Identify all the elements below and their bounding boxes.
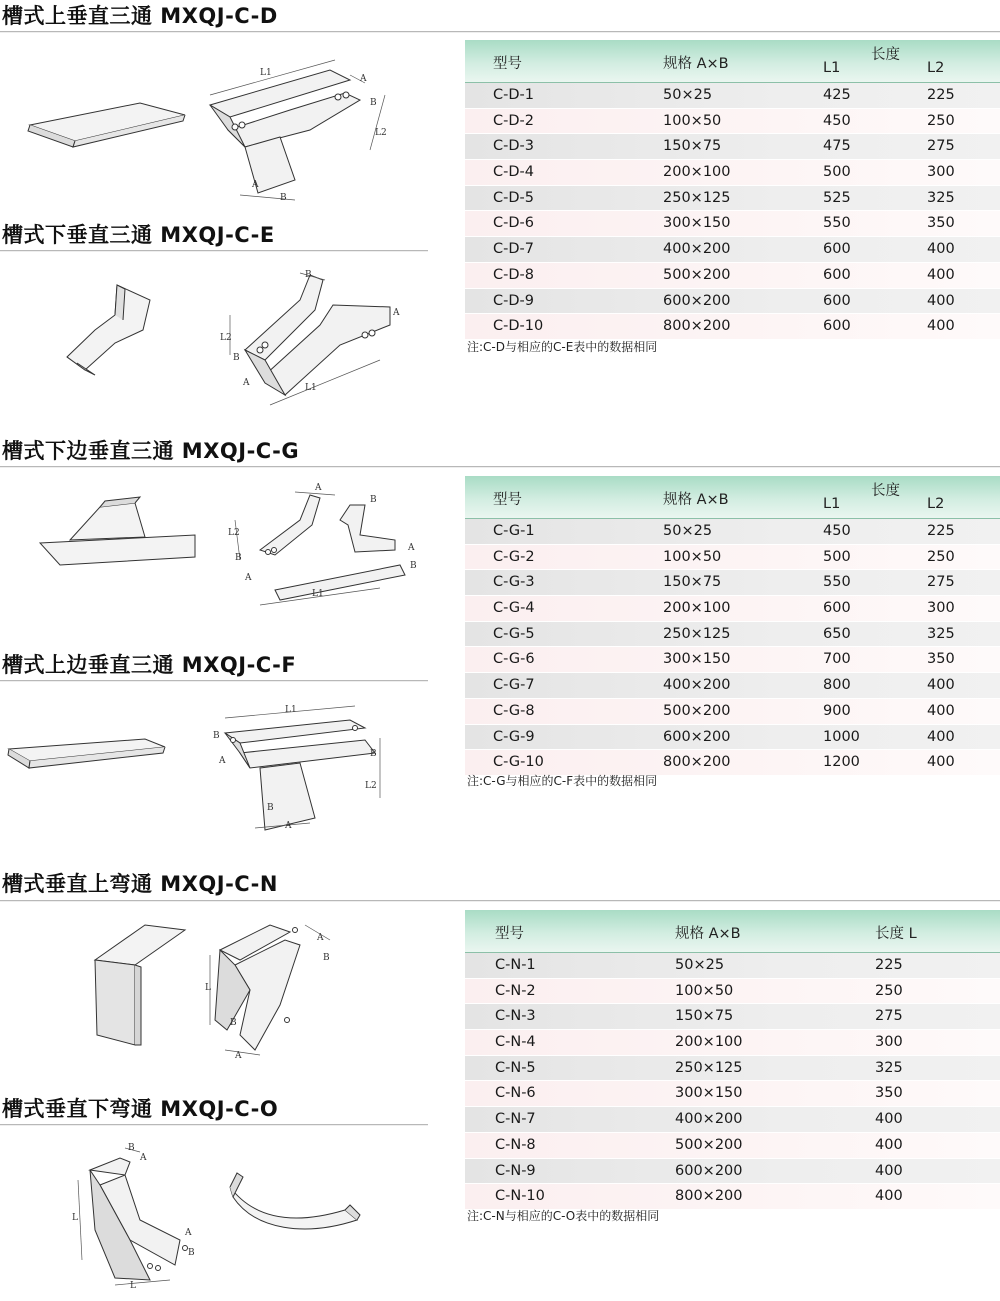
dim-label-a: A [219,756,226,766]
table-row [465,725,1000,751]
table-cell: 250×125 [663,625,731,642]
table-cell: 800 [823,677,851,694]
table-cell: 300×150 [675,1085,743,1102]
table-note-cn: 注:C-N与相应的C-O表中的数据相同 [467,1209,660,1223]
table-row [465,289,1000,315]
table-cell: 400 [927,677,955,694]
table-row [465,570,1000,596]
dim-label-l2: L2 [220,333,232,343]
table-cell: 475 [823,138,851,155]
vertical-up-bend-drawing [205,910,355,1060]
table-row [465,186,1000,212]
table-row [465,1030,1000,1056]
table-cell: 350 [875,1085,903,1102]
dim-label-b: B [233,353,240,363]
table-cell: C-D-1 [493,87,534,103]
table-cell: 200×100 [663,600,731,617]
table-row [465,545,1000,571]
table-cell: 600 [823,318,851,335]
table-row [465,1056,1000,1082]
table-cell: C-G-5 [493,625,535,642]
table-note-cg: 注:C-G与相应的C-F表中的数据相同 [467,774,658,788]
dim-label-a: A [252,180,259,190]
table-row [465,237,1000,263]
table-cell: 275 [927,138,955,155]
table-cell: 800×200 [663,318,731,335]
table-cell: C-G-2 [493,548,535,565]
dim-label-b: B [128,1143,135,1153]
table-cell: C-N-6 [495,1085,536,1102]
table-cell: C-D-4 [493,164,534,181]
table-cell: 150×75 [675,1008,734,1025]
dim-label-b: B [235,553,242,563]
table-row [465,1107,1000,1133]
table-cell: C-D-8 [493,266,534,283]
table-cell: C-D-5 [493,189,534,206]
dim-label-a: A [235,1051,242,1061]
table-cell: 525 [823,189,851,206]
vertical-down-bend-drawing [70,1140,210,1290]
table-cell: 275 [875,1008,903,1025]
table-row [465,1159,1000,1185]
table-cell: 250 [927,548,955,565]
table-cell: C-N-4 [495,1034,536,1051]
section-divider [0,31,1000,33]
table-row [465,979,1000,1005]
table-cell: C-G-1 [493,523,535,539]
table-cell: 600 [823,241,851,258]
table-cell: 300 [927,164,955,181]
dim-label-b: B [370,749,377,759]
table-cell: C-N-5 [495,1059,536,1076]
table-cell: 500×200 [675,1136,743,1153]
dim-label-l2: L2 [365,781,377,791]
table-row [465,263,1000,289]
table-cell: 550 [823,574,851,591]
table-row [465,1133,1000,1159]
table-cell: 900 [823,702,851,719]
table-cell: C-N-10 [495,1188,545,1205]
table-cell: 200×100 [675,1034,743,1051]
dim-label-b: B [280,193,287,203]
dim-label-l: L [205,983,211,993]
table-cell: 225 [927,523,955,539]
dim-label-a: A [185,1228,192,1238]
table-cell: 700 [823,651,851,668]
table-cell: 300×150 [663,215,731,232]
tee-down-vertical-drawing [205,265,415,415]
table-cell: 650 [823,625,851,642]
table-cell: 600×200 [663,728,731,745]
tee-up-vertical-drawing [200,55,410,205]
col-model: 型号 [493,492,522,508]
table-cell: 800×200 [675,1188,743,1205]
table-cell: 400 [927,318,955,335]
table-cell: 325 [875,1059,903,1076]
table-cell: 325 [927,625,955,642]
table-cell: C-N-9 [495,1162,536,1179]
table-note-cd: 注:C-D与相应的C-E表中的数据相同 [467,340,658,354]
col-l2: L2 [927,60,945,76]
table-cell: 400 [927,702,955,719]
table-row [465,953,1000,979]
table-cell: 600×200 [663,292,731,309]
table-cell: 250×125 [675,1059,743,1076]
table-cell: 450 [823,523,851,539]
table-cell: 400 [927,754,955,771]
table-cell: 400 [927,292,955,309]
dim-label-l1: L1 [260,68,272,78]
table-cell: C-N-1 [495,957,536,973]
section-title-cf: 槽式上边垂直三通 MXQJ-C-F [2,653,297,677]
table-cell: 400 [875,1136,903,1153]
table-cell: 325 [927,189,955,206]
table-cell: 400 [875,1162,903,1179]
table-cell: 400×200 [663,677,731,694]
dim-label-l2: L2 [228,528,240,538]
table-row [465,1004,1000,1030]
vertical-down-bend-illustration [225,1165,365,1240]
section-title-cd: 槽式上垂直三通 MXQJ-C-D [2,4,278,28]
col-length-l: 长度 L [875,926,917,942]
table-cell: 250 [927,112,955,129]
col-l2: L2 [927,496,945,512]
section-title-cg: 槽式下边垂直三通 MXQJ-C-G [2,439,300,463]
spec-table-cg [465,476,1000,776]
table-cell: 50×25 [663,523,713,539]
table-cell: 500×200 [663,266,731,283]
dim-label-a: A [317,933,324,943]
table-cell: 50×25 [675,957,725,973]
dim-label-b: B [213,731,220,741]
table-cell: 400×200 [663,241,731,258]
table-cell: 400 [875,1111,903,1128]
table-row [465,134,1000,160]
dim-label-l2: L2 [375,128,387,138]
table-cell: 400 [927,241,955,258]
cover-plate-illustration [20,95,190,165]
table-cell: 1200 [823,754,860,771]
dim-label-b: B [370,495,377,505]
table-cell: 350 [927,215,955,232]
dim-label-a: A [360,74,367,84]
table-cell: C-D-10 [493,318,544,335]
table-cell: C-D-2 [493,112,534,129]
table-row [465,647,1000,673]
table-cell: 275 [927,574,955,591]
table-cell: C-N-3 [495,1008,536,1025]
dim-label-b: B [188,1248,195,1258]
dim-label-b: B [230,1018,237,1028]
section-title-cn: 槽式垂直上弯通 MXQJ-C-N [2,872,278,896]
tee-up-side-drawing [205,698,415,848]
table-cell: 550 [823,215,851,232]
dim-label-l1: L1 [312,589,324,599]
section-divider [0,250,428,252]
section-divider [0,466,1000,468]
table-row [465,109,1000,135]
dim-label-a: A [393,308,400,318]
table-cell: 800×200 [663,754,731,771]
table-cell: 200×100 [663,164,731,181]
dim-label-a: A [245,573,252,583]
table-cell: 500 [823,164,851,181]
table-cell: 300 [927,600,955,617]
tee-down-small-illustration [55,275,165,385]
dim-label-b: B [305,270,312,280]
table-cell: 100×50 [663,112,722,129]
spec-table-cd [465,40,1000,340]
table-cell: C-N-8 [495,1136,536,1153]
dim-label-l1: L1 [305,383,317,393]
table-cell: C-D-3 [493,138,534,155]
table-header [465,40,1000,83]
table-row [465,596,1000,622]
table-cell: 150×75 [663,574,722,591]
dim-label-b: B [323,953,330,963]
table-row [465,699,1000,725]
table-cell: 600 [823,600,851,617]
table-cell: 350 [927,651,955,668]
dim-label-b: B [267,803,274,813]
table-row [465,622,1000,648]
tee-down-side-drawing [220,480,430,610]
col-spec: 规格 A×B [663,492,729,508]
dim-label-l: L [130,1281,136,1291]
dim-label-a: A [243,378,250,388]
col-length: 长度 [871,483,900,499]
table-cell: 100×50 [663,548,722,565]
dim-label-b: B [370,98,377,108]
table-cell: 450 [823,112,851,129]
dim-label-l1: L1 [285,705,297,715]
table-cell: 100×50 [675,982,734,999]
section-title-ce: 槽式下垂直三通 MXQJ-C-E [2,223,275,247]
dim-label-a: A [315,483,322,493]
table-cell: 250 [875,982,903,999]
table-cell: 50×25 [663,87,713,103]
table-cell: C-G-3 [493,574,535,591]
table-cell: 225 [927,87,955,103]
table-row [465,519,1000,545]
table-cell: 300×150 [663,651,731,668]
table-row [465,211,1000,237]
col-spec: 规格 A×B [663,56,729,72]
table-cell: C-G-4 [493,600,535,617]
table-cell: C-N-2 [495,982,536,999]
table-cell: C-G-9 [493,728,535,745]
section-divider [0,1124,428,1126]
table-cell: 1000 [823,728,860,745]
table-cell: C-N-7 [495,1111,536,1128]
dim-label-a: A [285,821,292,831]
table-header [465,910,1000,953]
cover-plate-illustration [5,735,170,785]
col-l1: L1 [823,496,841,512]
table-cell: 250×125 [663,189,731,206]
table-cell: 400 [927,266,955,283]
table-cell: C-D-6 [493,215,534,232]
table-header [465,476,1000,519]
section-divider [0,680,428,682]
table-row [465,160,1000,186]
table-cell: 600×200 [675,1162,743,1179]
table-cell: C-G-7 [493,677,535,694]
table-cell: 425 [823,87,851,103]
spec-table-cn [465,910,1000,1210]
table-cell: 150×75 [663,138,722,155]
section-title-co: 槽式垂直下弯通 MXQJ-C-O [2,1097,279,1121]
col-spec: 规格 A×B [675,926,741,942]
table-cell: C-D-9 [493,292,534,309]
dim-label-a: A [408,543,415,553]
table-cell: 400×200 [675,1111,743,1128]
table-cell: C-D-7 [493,241,534,258]
table-cell: 500×200 [663,702,731,719]
table-cell: C-G-8 [493,702,535,719]
table-cell: C-G-6 [493,651,535,668]
table-row [465,83,1000,109]
table-cell: 400 [927,728,955,745]
table-cell: 300 [875,1034,903,1051]
col-model: 型号 [495,926,524,942]
tee-down-side-illustration [35,495,200,580]
col-l1: L1 [823,60,841,76]
table-cell: 500 [823,548,851,565]
table-cell: 225 [875,957,903,973]
dim-label-a: A [140,1153,147,1163]
dim-label-l: L [72,1213,78,1223]
dim-label-b: B [410,561,417,571]
col-model: 型号 [493,56,522,72]
table-row [465,1081,1000,1107]
table-cell: C-G-10 [493,754,544,771]
vertical-up-bend-illustration [85,920,195,1050]
table-row [465,314,1000,340]
table-cell: 400 [875,1188,903,1205]
section-divider [0,900,1000,902]
table-cell: 600 [823,292,851,309]
col-length: 长度 [871,47,900,63]
table-row [465,673,1000,699]
table-cell: 600 [823,266,851,283]
